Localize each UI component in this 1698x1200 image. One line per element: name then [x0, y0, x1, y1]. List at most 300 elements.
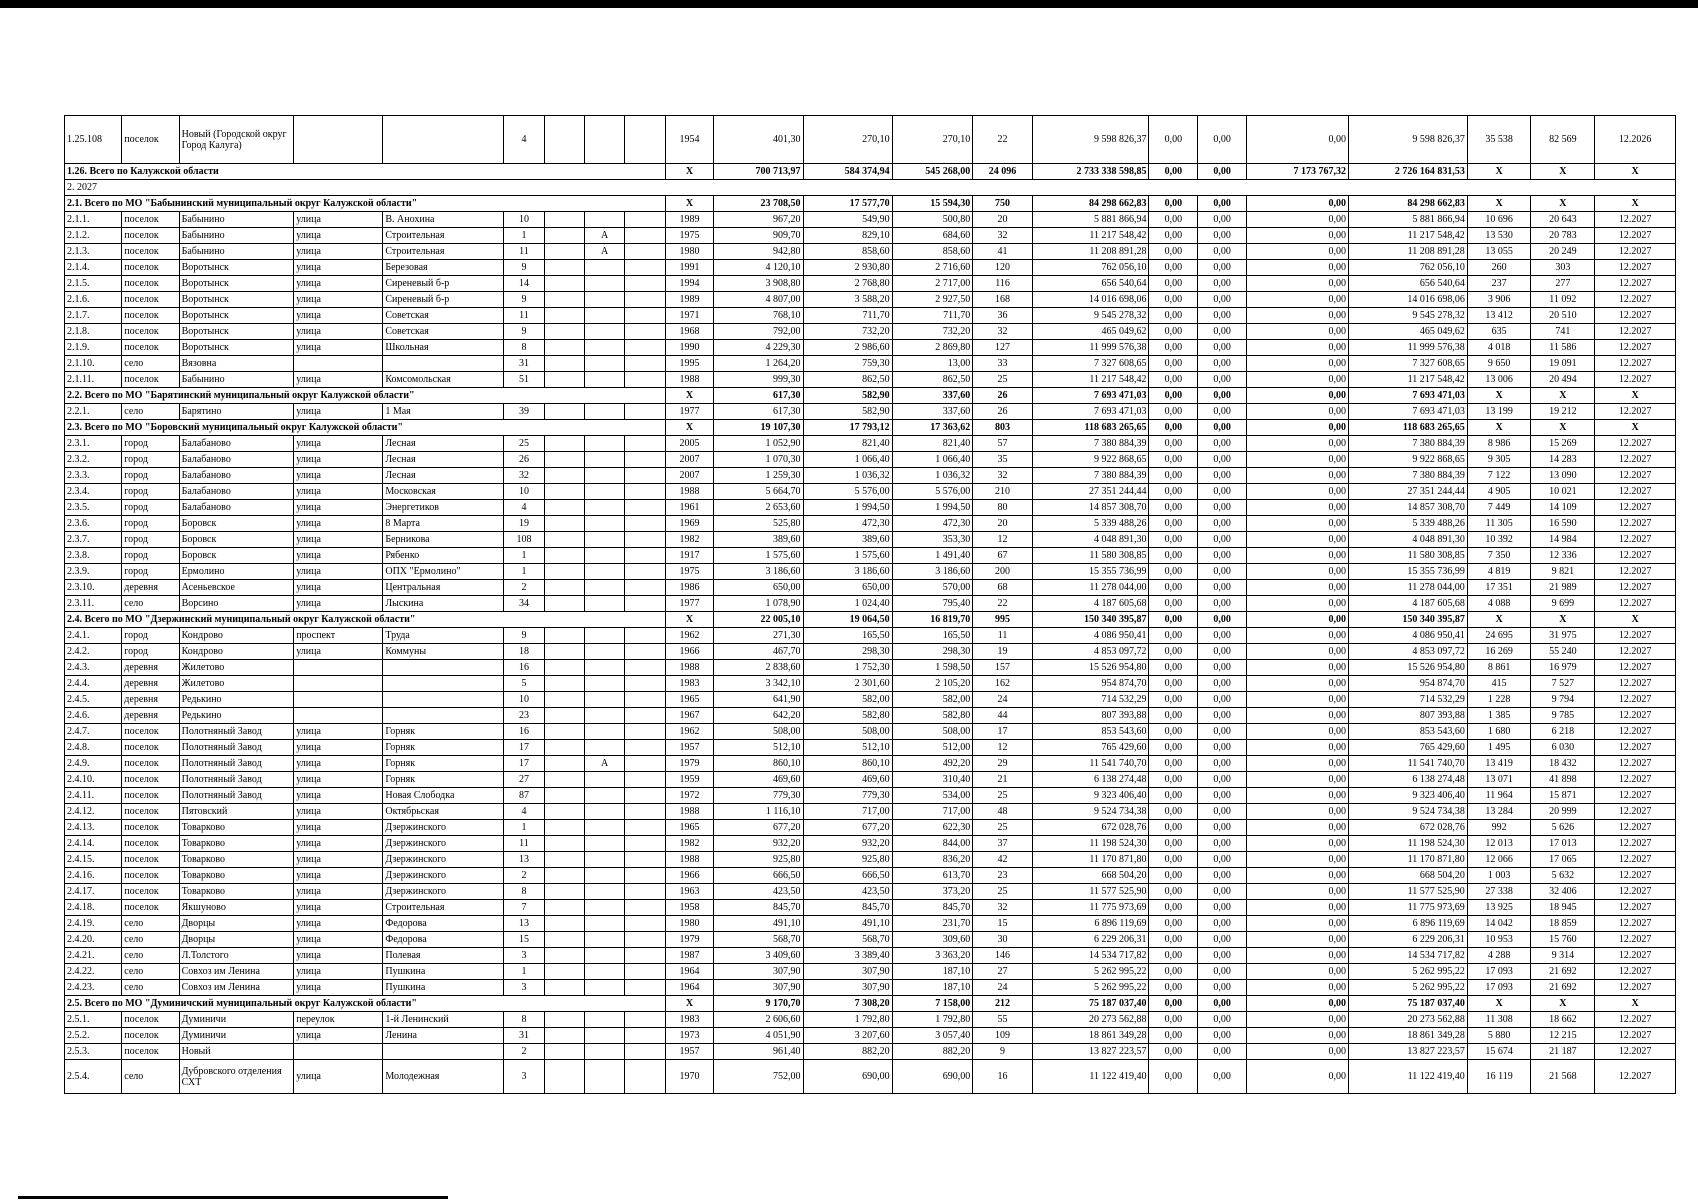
- table-row: [65, 1060, 1676, 1094]
- table-cell: 15 355 736,99: [1032, 564, 1149, 580]
- subtotal-cell: 84 298 662,83: [1348, 196, 1467, 212]
- table-cell: поселок: [122, 212, 179, 228]
- table-cell: 0,00: [1198, 548, 1247, 564]
- table-cell: 2 301,60: [803, 676, 892, 692]
- table-cell: 0,00: [1247, 324, 1349, 340]
- table-cell: 582,80: [892, 708, 973, 724]
- table-cell: 21 692: [1531, 980, 1595, 996]
- table-cell: 1977: [665, 404, 714, 420]
- table-cell: [625, 724, 665, 740]
- table-cell: поселок: [122, 116, 179, 164]
- table-cell: 0,00: [1149, 500, 1198, 516]
- table-cell: 1988: [665, 372, 714, 388]
- subtotal-cell: 7 693 471,03: [1348, 388, 1467, 404]
- table-cell: 9 785: [1531, 708, 1595, 724]
- table-cell: 741: [1531, 324, 1595, 340]
- table-cell: 12.2027: [1595, 1060, 1676, 1094]
- table-cell: 1 070,30: [714, 452, 803, 468]
- table-cell: 389,60: [714, 532, 803, 548]
- table-cell: 22: [973, 596, 1032, 612]
- subtotal-cell: 0,00: [1149, 420, 1198, 436]
- table-row: [65, 772, 1676, 788]
- table-cell: 22: [973, 116, 1032, 164]
- table-cell: 12.2027: [1595, 468, 1676, 484]
- table-cell: Дзержинского: [383, 836, 504, 852]
- subtotal-cell: 19 107,30: [714, 420, 803, 436]
- table-cell: [544, 804, 584, 820]
- table-cell: Рябенко: [383, 548, 504, 564]
- table-cell: 0,00: [1247, 772, 1349, 788]
- table-cell: 508,00: [892, 724, 973, 740]
- table-cell: [383, 676, 504, 692]
- table-cell: 20 643: [1531, 212, 1595, 228]
- table-cell: 12.2027: [1595, 788, 1676, 804]
- table-cell: переулок: [294, 1012, 383, 1028]
- table-cell: 19: [973, 644, 1032, 660]
- table-cell: 0,00: [1149, 404, 1198, 420]
- table-cell: [294, 708, 383, 724]
- table-cell: 12.2027: [1595, 532, 1676, 548]
- table-cell: 656 540,64: [1032, 276, 1149, 292]
- table-cell: 0,00: [1149, 660, 1198, 676]
- table-cell: 13 530: [1467, 228, 1531, 244]
- table-cell: 35 538: [1467, 116, 1531, 164]
- table-cell: Школьная: [383, 340, 504, 356]
- table-cell: 9 598 826,37: [1348, 116, 1467, 164]
- table-cell: 0,00: [1198, 676, 1247, 692]
- subtotal-cell: X: [1595, 420, 1676, 436]
- table-cell: 0,00: [1247, 564, 1349, 580]
- table-cell: 1965: [665, 820, 714, 836]
- table-cell: 12.2027: [1595, 596, 1676, 612]
- table-cell: 0,00: [1247, 820, 1349, 836]
- table-cell: 0,00: [1247, 452, 1349, 468]
- table-cell: улица: [294, 932, 383, 948]
- table-cell: [625, 788, 665, 804]
- table-cell: 3 906: [1467, 292, 1531, 308]
- table-cell: 14 016 698,06: [1032, 292, 1149, 308]
- table-row: [65, 852, 1676, 868]
- subtotal-cell: 150 340 395,87: [1032, 612, 1149, 628]
- table-cell: 11 217 548,42: [1348, 228, 1467, 244]
- table-cell: 2.1.3.: [65, 244, 122, 260]
- table-cell: 303: [1531, 260, 1595, 276]
- table-cell: 2 717,00: [892, 276, 973, 292]
- table-cell: 2.4.4.: [65, 676, 122, 692]
- table-cell: [544, 932, 584, 948]
- table-cell: 12.2027: [1595, 916, 1676, 932]
- table-cell: 0,00: [1149, 1044, 1198, 1060]
- table-cell: 642,20: [714, 708, 803, 724]
- table-cell: 2 105,20: [892, 676, 973, 692]
- table-cell: [294, 692, 383, 708]
- table-cell: [625, 436, 665, 452]
- table-cell: поселок: [122, 340, 179, 356]
- table-cell: поселок: [122, 740, 179, 756]
- table-cell: улица: [294, 276, 383, 292]
- table-cell: 31: [504, 356, 544, 372]
- table-cell: 9 314: [1531, 948, 1595, 964]
- table-cell: 27 351 244,44: [1032, 484, 1149, 500]
- table-cell: 12.2027: [1595, 900, 1676, 916]
- table-cell: [625, 340, 665, 356]
- table-cell: 9 598 826,37: [1032, 116, 1149, 164]
- table-cell: 17 351: [1467, 580, 1531, 596]
- table-cell: 12.2027: [1595, 308, 1676, 324]
- table-cell: 0,00: [1149, 212, 1198, 228]
- table-row: [65, 580, 1676, 596]
- table-cell: [584, 404, 624, 420]
- table-cell: 12 066: [1467, 852, 1531, 868]
- table-cell: [584, 676, 624, 692]
- table-cell: Строительная: [383, 244, 504, 260]
- table-cell: [625, 1028, 665, 1044]
- table-cell: 582,00: [892, 692, 973, 708]
- table-cell: 500,80: [892, 212, 973, 228]
- table-cell: 549,90: [803, 212, 892, 228]
- table-cell: 732,20: [803, 324, 892, 340]
- subtotal-cell: 337,60: [892, 388, 973, 404]
- table-cell: село: [122, 596, 179, 612]
- table-cell: [625, 756, 665, 772]
- table-row: [65, 724, 1676, 740]
- table-cell: Товарково: [179, 884, 294, 900]
- table-cell: 16: [973, 1060, 1032, 1094]
- table-cell: Горняк: [383, 740, 504, 756]
- table-cell: 10: [504, 212, 544, 228]
- subtotal-cell: 0,00: [1198, 164, 1247, 180]
- table-cell: 23: [973, 868, 1032, 884]
- table-cell: 44: [973, 708, 1032, 724]
- table-cell: 11 278 044,00: [1348, 580, 1467, 596]
- table-cell: 0,00: [1247, 756, 1349, 772]
- table-cell: 3 057,40: [892, 1028, 973, 1044]
- table-cell: город: [122, 436, 179, 452]
- table-cell: 0,00: [1198, 868, 1247, 884]
- table-cell: 12.2027: [1595, 1012, 1676, 1028]
- table-cell: 0,00: [1247, 580, 1349, 596]
- table-cell: 0,00: [1247, 516, 1349, 532]
- table-cell: [544, 404, 584, 420]
- subtotal-cell: X: [665, 164, 714, 180]
- table-cell: поселок: [122, 1044, 179, 1060]
- table-cell: город: [122, 628, 179, 644]
- table-cell: улица: [294, 964, 383, 980]
- table-cell: Воротынск: [179, 276, 294, 292]
- table-cell: Федорова: [383, 916, 504, 932]
- table-cell: А: [584, 244, 624, 260]
- table-row: [65, 804, 1676, 820]
- table-cell: 57: [973, 436, 1032, 452]
- table-cell: 0,00: [1247, 356, 1349, 372]
- table-cell: 271,30: [714, 628, 803, 644]
- table-cell: 2007: [665, 468, 714, 484]
- table-cell: 1.25.108: [65, 116, 122, 164]
- table-cell: 6 229 206,31: [1032, 932, 1149, 948]
- table-cell: 8 861: [1467, 660, 1531, 676]
- table-cell: [625, 804, 665, 820]
- subtotal-cell: X: [1467, 612, 1531, 628]
- table-cell: 570,00: [892, 580, 973, 596]
- table-cell: 13 827 223,57: [1032, 1044, 1149, 1060]
- table-cell: 1 680: [1467, 724, 1531, 740]
- table-cell: 12.2027: [1595, 1044, 1676, 1060]
- table-cell: 9 650: [1467, 356, 1531, 372]
- table-cell: 2.3.6.: [65, 516, 122, 532]
- table-cell: 7 380 884,39: [1348, 436, 1467, 452]
- table-cell: 5 880: [1467, 1028, 1531, 1044]
- subtotal-cell: 0,00: [1198, 612, 1247, 628]
- table-cell: Боровск: [179, 532, 294, 548]
- table-cell: 337,60: [892, 404, 973, 420]
- table-cell: [544, 948, 584, 964]
- table-cell: Горняк: [383, 724, 504, 740]
- table-row: [65, 692, 1676, 708]
- table-cell: 21 568: [1531, 1060, 1595, 1094]
- table-row: [65, 596, 1676, 612]
- table-cell: [584, 772, 624, 788]
- table-cell: [383, 692, 504, 708]
- table-cell: [584, 484, 624, 500]
- table-cell: 2.4.17.: [65, 884, 122, 900]
- table-cell: Горняк: [383, 756, 504, 772]
- table-cell: 2.3.1.: [65, 436, 122, 452]
- table-cell: 0,00: [1247, 1044, 1349, 1060]
- table-cell: [544, 340, 584, 356]
- table-cell: 12.2027: [1595, 708, 1676, 724]
- table-cell: 298,30: [803, 644, 892, 660]
- table-cell: 1: [504, 964, 544, 980]
- table-cell: 2.4.5.: [65, 692, 122, 708]
- table-cell: 15 760: [1531, 932, 1595, 948]
- table-cell: поселок: [122, 756, 179, 772]
- table-cell: 1987: [665, 948, 714, 964]
- table-cell: 4 187 605,68: [1348, 596, 1467, 612]
- table-cell: 2.1.11.: [65, 372, 122, 388]
- table-cell: Жилетово: [179, 660, 294, 676]
- subtotal-cell: 7 173 767,32: [1247, 164, 1349, 180]
- table-cell: поселок: [122, 228, 179, 244]
- table-cell: 4: [504, 116, 544, 164]
- table-cell: 862,50: [892, 372, 973, 388]
- table-cell: поселок: [122, 244, 179, 260]
- table-cell: 1975: [665, 228, 714, 244]
- table-cell: улица: [294, 452, 383, 468]
- table-cell: улица: [294, 740, 383, 756]
- table-cell: [625, 228, 665, 244]
- table-cell: 10: [504, 484, 544, 500]
- table-cell: Полотняный Завод: [179, 772, 294, 788]
- table-cell: [544, 900, 584, 916]
- table-cell: Вязовна: [179, 356, 294, 372]
- table-cell: поселок: [122, 308, 179, 324]
- subtotal-cell: X: [1531, 164, 1595, 180]
- table-cell: [625, 468, 665, 484]
- table-cell: улица: [294, 1060, 383, 1094]
- table-cell: Товарково: [179, 868, 294, 884]
- table-cell: 13 199: [1467, 404, 1531, 420]
- table-cell: 9: [504, 324, 544, 340]
- table-cell: 20 510: [1531, 308, 1595, 324]
- table-cell: 2.1.7.: [65, 308, 122, 324]
- table-cell: 717,00: [892, 804, 973, 820]
- table-cell: 12.2027: [1595, 820, 1676, 836]
- subtotal-cell: 582,90: [803, 388, 892, 404]
- table-cell: улица: [294, 820, 383, 836]
- table-cell: 2.1.8.: [65, 324, 122, 340]
- subtotal-label: 2.4. Всего по МО "Дзержинский муниципальный округ Калужской области": [65, 612, 666, 628]
- table-cell: 844,00: [892, 836, 973, 852]
- table-cell: город: [122, 468, 179, 484]
- table-cell: 0,00: [1149, 372, 1198, 388]
- table-cell: [584, 1012, 624, 1028]
- table-cell: 12.2027: [1595, 644, 1676, 660]
- table-cell: 0,00: [1198, 916, 1247, 932]
- table-cell: 635: [1467, 324, 1531, 340]
- table-cell: 0,00: [1149, 548, 1198, 564]
- table-cell: 12.2027: [1595, 740, 1676, 756]
- table-cell: [625, 932, 665, 948]
- table-cell: поселок: [122, 772, 179, 788]
- table-cell: 0,00: [1149, 580, 1198, 596]
- table-cell: 12.2027: [1595, 260, 1676, 276]
- table-cell: 0,00: [1247, 868, 1349, 884]
- table-cell: 32: [973, 900, 1032, 916]
- table-cell: 0,00: [1247, 532, 1349, 548]
- table-cell: 684,60: [892, 228, 973, 244]
- table-cell: 27 338: [1467, 884, 1531, 900]
- table-cell: 0,00: [1149, 228, 1198, 244]
- table-cell: 5 262 995,22: [1032, 980, 1149, 996]
- table-cell: 25: [973, 884, 1032, 900]
- table-cell: 0,00: [1198, 308, 1247, 324]
- table-cell: 2.4.11.: [65, 788, 122, 804]
- table-cell: 12.2027: [1595, 948, 1676, 964]
- table-cell: [584, 532, 624, 548]
- table-cell: Строительная: [383, 900, 504, 916]
- table-cell: 12.2027: [1595, 564, 1676, 580]
- table-cell: 4 853 097,72: [1348, 644, 1467, 660]
- table-cell: Думиничи: [179, 1012, 294, 1028]
- table-cell: 1980: [665, 244, 714, 260]
- table-cell: 8: [504, 884, 544, 900]
- table-cell: 11 586: [1531, 340, 1595, 356]
- table-cell: 0,00: [1247, 244, 1349, 260]
- table-cell: Воротынск: [179, 292, 294, 308]
- table-cell: 2.1.6.: [65, 292, 122, 308]
- subtotal-cell: 700 713,97: [714, 164, 803, 180]
- table-cell: 4 807,00: [714, 292, 803, 308]
- table-cell: [544, 740, 584, 756]
- table-cell: 11 964: [1467, 788, 1531, 804]
- table-cell: 6 138 274,48: [1032, 772, 1149, 788]
- table-cell: [584, 212, 624, 228]
- table-cell: 1969: [665, 516, 714, 532]
- table-cell: 3 409,60: [714, 948, 803, 964]
- table-cell: 309,60: [892, 932, 973, 948]
- subtotal-row: [65, 196, 1676, 212]
- table-cell: [625, 564, 665, 580]
- table-row: [65, 452, 1676, 468]
- table-cell: 307,90: [714, 980, 803, 996]
- table-cell: 12.2027: [1595, 404, 1676, 420]
- table-cell: 3 908,80: [714, 276, 803, 292]
- table-cell: улица: [294, 340, 383, 356]
- table-cell: 491,10: [803, 916, 892, 932]
- subtotal-cell: 617,30: [714, 388, 803, 404]
- subtotal-cell: 9 170,70: [714, 996, 803, 1012]
- table-cell: 0,00: [1198, 532, 1247, 548]
- table-cell: 32: [973, 468, 1032, 484]
- table-cell: [625, 372, 665, 388]
- subtotal-cell: X: [1467, 420, 1531, 436]
- table-cell: 10: [504, 692, 544, 708]
- table-cell: Воротынск: [179, 340, 294, 356]
- table-cell: 0,00: [1247, 596, 1349, 612]
- table-cell: 779,30: [803, 788, 892, 804]
- table-cell: 1917: [665, 548, 714, 564]
- table-cell: 4 051,90: [714, 1028, 803, 1044]
- table-cell: 20 999: [1531, 804, 1595, 820]
- table-cell: 12.2027: [1595, 884, 1676, 900]
- table-cell: [544, 756, 584, 772]
- table-cell: Пушкина: [383, 980, 504, 996]
- table-cell: 4 288: [1467, 948, 1531, 964]
- table-row: [65, 276, 1676, 292]
- table-cell: 3 363,20: [892, 948, 973, 964]
- table-cell: Дзержинского: [383, 820, 504, 836]
- table-cell: [544, 868, 584, 884]
- table-cell: 3: [504, 1060, 544, 1094]
- subtotal-cell: 118 683 265,65: [1348, 420, 1467, 436]
- table-cell: 1966: [665, 868, 714, 884]
- table-cell: 10 392: [1467, 532, 1531, 548]
- table-cell: 9 323 406,40: [1032, 788, 1149, 804]
- table-cell: 4 018: [1467, 340, 1531, 356]
- table-cell: 0,00: [1198, 564, 1247, 580]
- table-cell: 714 532,29: [1032, 692, 1149, 708]
- table-cell: 19 212: [1531, 404, 1595, 420]
- table-cell: 415: [1467, 676, 1531, 692]
- table-cell: 0,00: [1247, 900, 1349, 916]
- table-cell: 845,70: [892, 900, 973, 916]
- table-cell: 200: [973, 564, 1032, 580]
- table-cell: Воротынск: [179, 308, 294, 324]
- table-cell: [544, 676, 584, 692]
- table-cell: 836,20: [892, 852, 973, 868]
- table-row: [65, 484, 1676, 500]
- table-cell: 8 986: [1467, 436, 1531, 452]
- table-cell: [625, 532, 665, 548]
- table-cell: [584, 836, 624, 852]
- table-cell: 807 393,88: [1348, 708, 1467, 724]
- table-cell: 12.2027: [1595, 836, 1676, 852]
- table-cell: улица: [294, 548, 383, 564]
- table-cell: [294, 356, 383, 372]
- subtotal-cell: 17 793,12: [803, 420, 892, 436]
- table-cell: 0,00: [1198, 724, 1247, 740]
- table-cell: 187,10: [892, 964, 973, 980]
- table-row: [65, 676, 1676, 692]
- table-cell: 12.2027: [1595, 340, 1676, 356]
- table-cell: 0,00: [1247, 260, 1349, 276]
- table-cell: [625, 356, 665, 372]
- subtotal-cell: X: [1531, 612, 1595, 628]
- table-cell: 20 249: [1531, 244, 1595, 260]
- table-cell: [625, 964, 665, 980]
- table-cell: 1961: [665, 500, 714, 516]
- table-cell: [544, 1044, 584, 1060]
